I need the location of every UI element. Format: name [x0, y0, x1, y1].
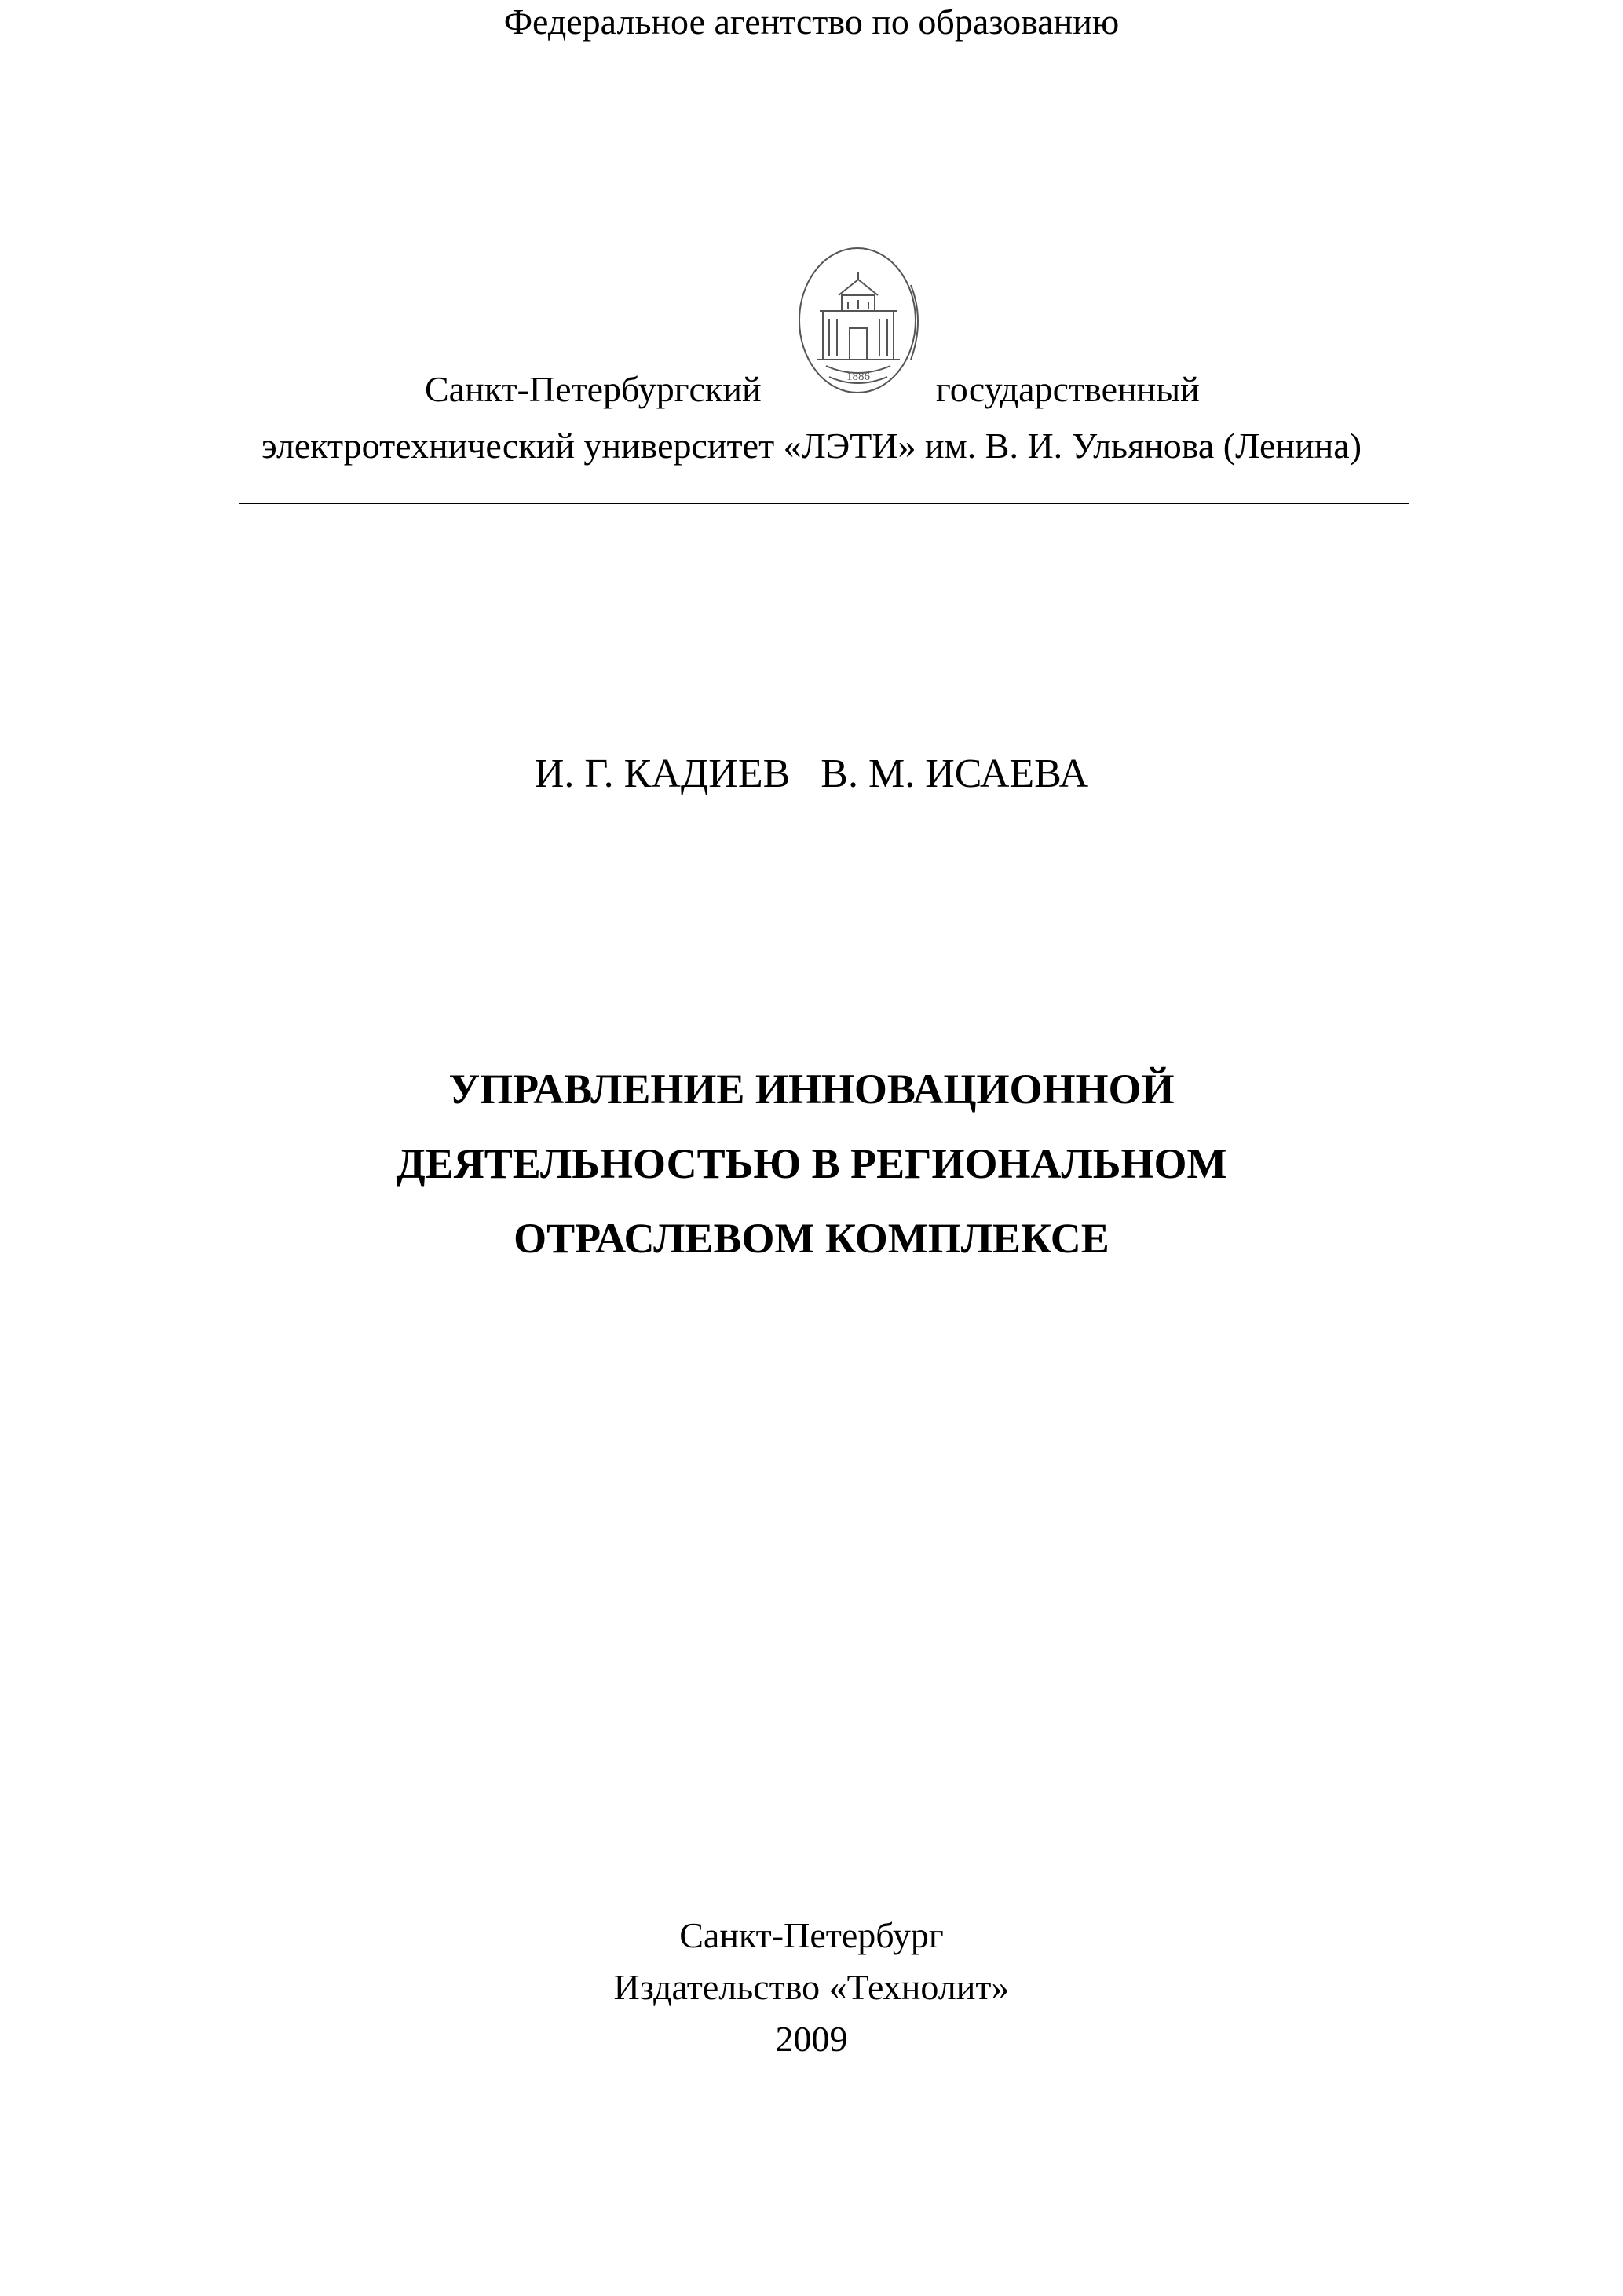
- university-name-part1: Санкт-Петербургский: [425, 369, 762, 409]
- agency-name: Федеральное агентство по образованию: [503, 2, 1120, 42]
- imprint-publisher: Издательство «Технолит»: [613, 1967, 1010, 2007]
- authors: И. Г. КАДИЕВ В. М. ИСАЕВА: [534, 751, 1089, 796]
- imprint-city: Санкт-Петербург: [679, 1915, 944, 1955]
- title-line: ОТРАСЛЕВОМ КОМПЛЕКСЕ: [514, 1215, 1109, 1262]
- book-title: [0, 1052, 1623, 1276]
- university-name-part2: государственный: [936, 369, 1200, 409]
- title-line: УПРАВЛЕНИЕ ИННОВАЦИОННОЙ: [448, 1066, 1175, 1113]
- imprint-year: 2009: [775, 2019, 848, 2059]
- header-divider: [239, 503, 1409, 504]
- university-emblem-icon: [793, 242, 927, 399]
- title-line: ДЕЯТЕЛЬНОСТЬЮ В РЕГИОНАЛЬНОМ: [396, 1140, 1227, 1187]
- university-name-line2: электротехнический университет «ЛЭТИ» им. В. И. Ульянова (Ленина): [261, 426, 1362, 466]
- emblem-year-label: 1886: [846, 371, 870, 383]
